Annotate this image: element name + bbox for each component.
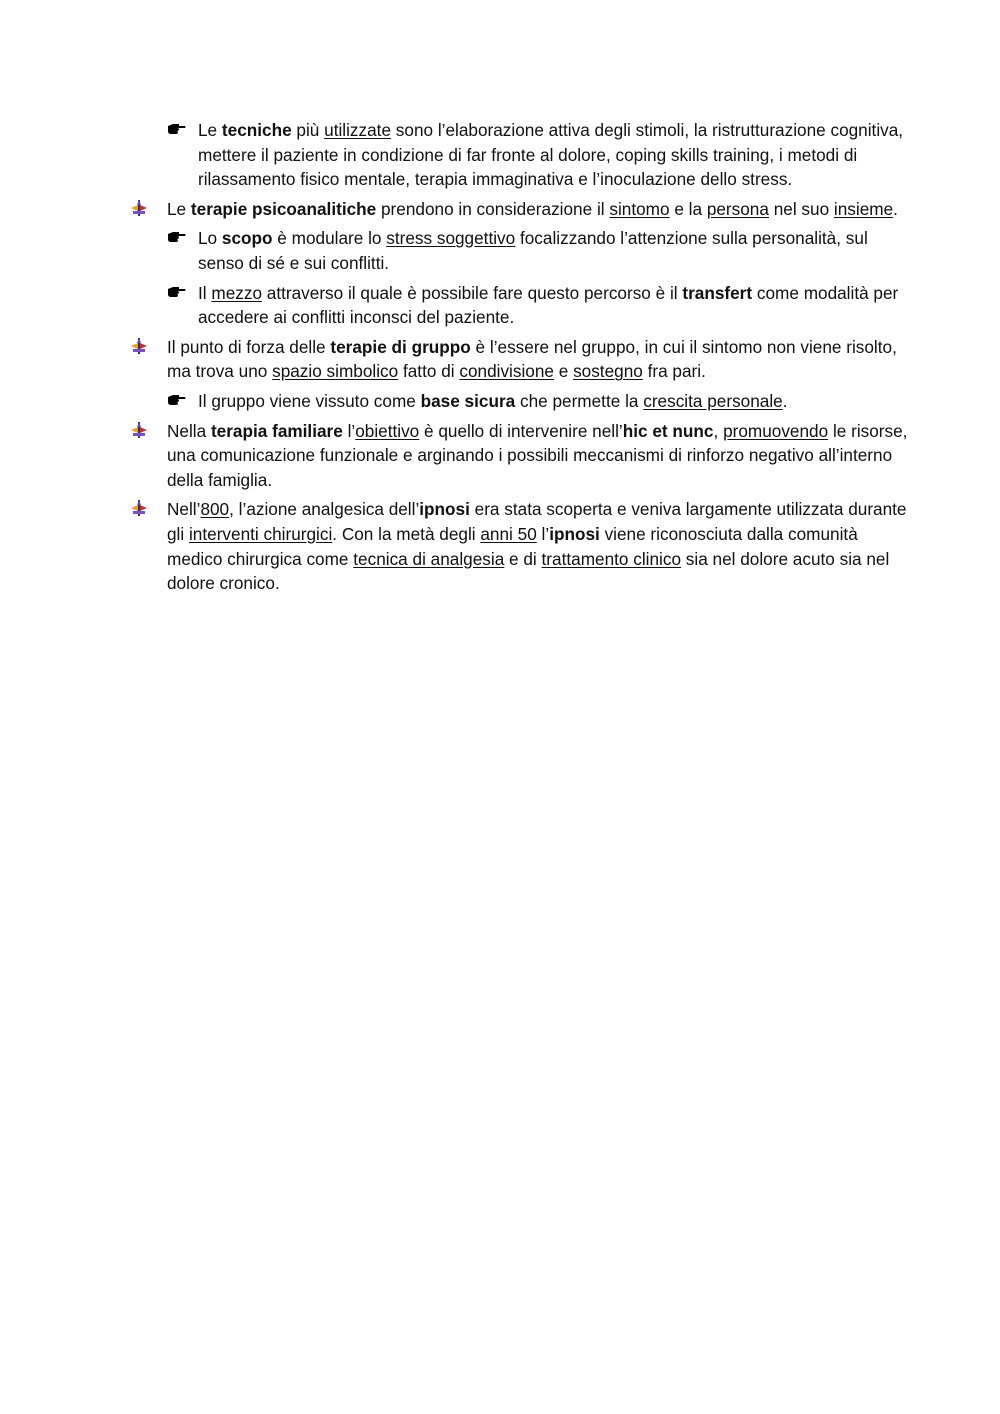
bullet-list (130, 118, 910, 601)
sub-list-item (130, 118, 910, 192)
underlined-text: interventi chirurgici (188, 523, 333, 544)
bold-text: hic et nunc (622, 420, 714, 441)
text-segment: Il gruppo viene vissuto come (198, 390, 421, 411)
underlined-text: sintomo (609, 198, 670, 219)
text-segment: Il punto di forza delle (167, 336, 331, 357)
bold-text: terapie di gruppo (330, 336, 471, 357)
diamond-bullet-icon (130, 499, 148, 519)
underlined-text: utilizzate (324, 120, 392, 140)
text-segment: fra pari. (642, 361, 706, 382)
text-segment: sono l’elaborazione attiva degli stimoli, la ristrutturazione cognitiva, mettere il paziente in condizione di far fronte al dolore, coping skills training, i metodi di rilassamento fisico mentale, terapia immaginativa e l’inoculazione dello stress. (198, 120, 904, 190)
text-segment: le risorse, una comunicazione funzionale e arginando i possibili meccanismi di rinforzo negativo all’interno della famiglia. (167, 420, 908, 490)
list-item-text (198, 391, 788, 411)
list-item-text (167, 199, 898, 219)
hand-pointing-icon (167, 281, 187, 305)
text-segment: Il (198, 282, 212, 303)
text-segment: è quello di intervenire nell’ (419, 420, 623, 441)
list-item-text (198, 228, 868, 273)
bold-text: tecniche (221, 120, 292, 140)
list-item (130, 197, 910, 222)
hand-pointing-icon (167, 118, 187, 142)
diamond-bullet-icon (130, 419, 150, 443)
text-segment: è l’essere nel gruppo, in cui il sintomo non viene risolto, ma trova uno (167, 336, 897, 382)
text-segment: e (553, 361, 574, 382)
underlined-text: condivisione (459, 361, 554, 382)
list-item-text (167, 421, 907, 490)
text-segment: è modulare lo (272, 228, 387, 249)
text-segment: e la (669, 198, 707, 219)
bold-text: base sicura (420, 390, 516, 411)
text-segment: sia nel dolore acuto sia nel dolore cronico. (167, 548, 890, 594)
diamond-bullet-icon (130, 421, 148, 441)
list-item-text (167, 499, 907, 593)
bold-text: ipnosi (549, 523, 600, 544)
text-segment: e di (504, 548, 542, 569)
hand-pointing-icon (167, 226, 187, 250)
text-segment: viene riconosciuta dalla comunità medico chirurgica come (167, 523, 858, 569)
underlined-text: tecnica di analgesia (353, 548, 505, 569)
underlined-text: insieme (833, 198, 894, 219)
text-segment: come modalità per accedere ai conflitti inconsci del paziente. (198, 282, 899, 328)
diamond-bullet-icon (130, 199, 148, 219)
underlined-text: crescita personale (643, 390, 783, 411)
underlined-text: spazio simbolico (272, 361, 399, 382)
text-segment: era stata scoperta e veniva largamente utilizzata durante gli (167, 499, 907, 544)
underlined-text: persona (706, 198, 769, 219)
list-item (130, 497, 910, 595)
hand-pointing-icon (167, 230, 187, 244)
underlined-text: sostegno (573, 361, 643, 382)
text-segment: fatto di (398, 361, 460, 382)
text-segment: Nell’ (167, 499, 201, 520)
text-segment: l’ (342, 420, 356, 441)
underlined-text: stress soggettivo (386, 228, 516, 249)
bold-text: transfert (682, 282, 753, 303)
text-segment: Le (198, 120, 222, 140)
underlined-text: anni 50 (480, 523, 537, 544)
bold-text: ipnosi (419, 499, 470, 520)
text-segment: più (291, 120, 325, 140)
text-segment: attraverso il quale è possibile fare questo percorso è il (262, 282, 683, 303)
text-segment: nel suo (768, 198, 834, 219)
text-segment: focalizzando l’attenzione sulla personalità, sul senso di sé e sui conflitti. (198, 228, 868, 273)
diamond-bullet-icon (130, 197, 150, 221)
diamond-bullet-icon (130, 497, 150, 521)
text-segment: . (893, 198, 898, 219)
underlined-text: mezzo (211, 282, 262, 303)
text-segment: Nella (167, 420, 211, 441)
text-segment: , (713, 420, 724, 441)
list-item (130, 419, 910, 493)
sub-list-item (130, 281, 910, 330)
list-item-text (198, 283, 898, 328)
diamond-bullet-icon (130, 337, 148, 357)
bold-text: terapie psicoanalitiche (190, 198, 377, 219)
text-segment: , l’azione analgesica dell’ (229, 499, 420, 520)
hand-pointing-icon (167, 389, 187, 413)
hand-pointing-icon (167, 285, 187, 299)
text-segment: prendono in considerazione il (376, 198, 610, 219)
list-item (130, 335, 910, 384)
text-segment: Le (167, 198, 191, 219)
sub-list-item (130, 226, 910, 275)
underlined-text: obiettivo (355, 420, 420, 441)
text-segment: Lo (198, 228, 222, 249)
text-segment: . Con la metà degli (332, 523, 481, 544)
hand-pointing-icon (167, 393, 187, 407)
underlined-text: 800 (200, 499, 230, 520)
underlined-text: promuovendo (723, 420, 829, 441)
text-segment: l’ (536, 523, 550, 544)
text-segment: . (782, 390, 788, 411)
sub-list-item (130, 389, 910, 414)
list-item-text (167, 337, 897, 382)
underlined-text: trattamento clinico (541, 548, 682, 569)
bold-text: scopo (221, 228, 273, 249)
bold-text: terapia familiare (210, 420, 343, 441)
hand-pointing-icon (167, 122, 187, 136)
text-segment: che permette la (515, 390, 644, 411)
diamond-bullet-icon (130, 335, 150, 359)
list-item-text (198, 120, 903, 189)
